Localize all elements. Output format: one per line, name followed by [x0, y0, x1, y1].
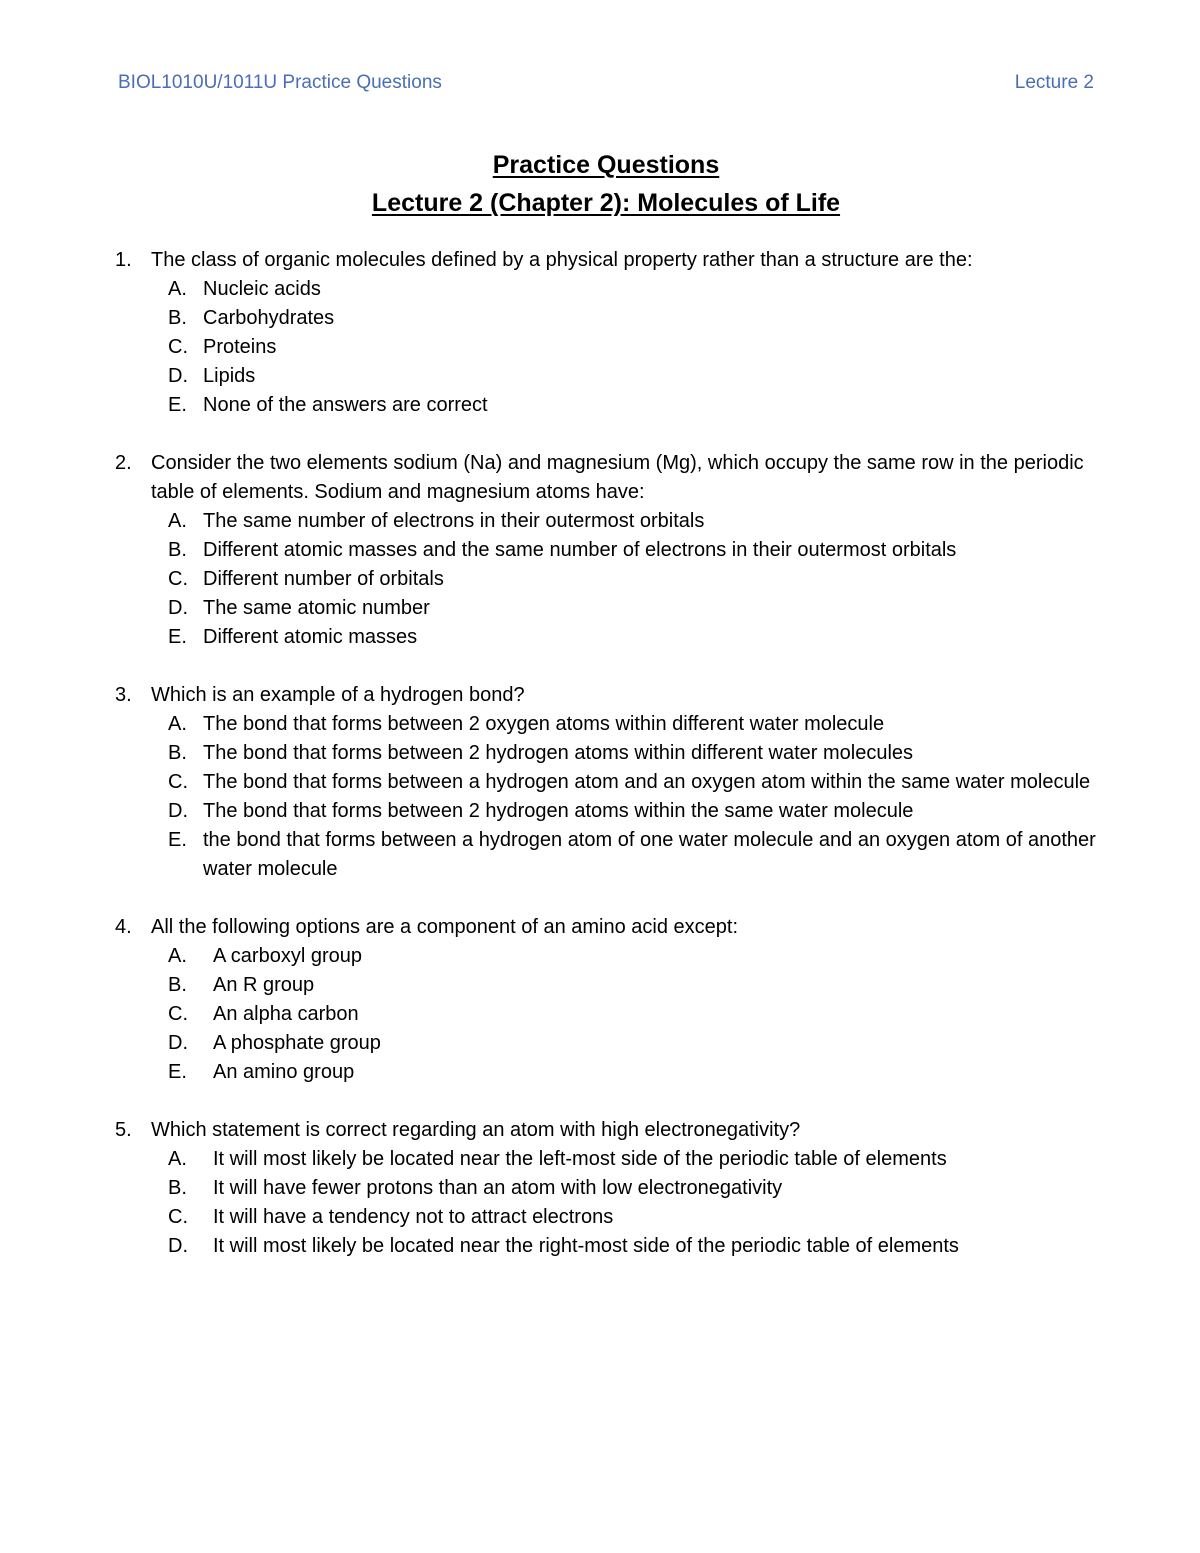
option-letter: B. [168, 1177, 187, 1199]
question-number: 2. [115, 452, 132, 474]
option-a [110, 1145, 1100, 1174]
question-text: All the following options are a component of an amino acid except: [151, 916, 739, 938]
question-stem [110, 449, 1100, 507]
option-list [110, 1145, 1100, 1261]
question-number: 5. [115, 1119, 132, 1141]
option-text: It will most likely be located near the right-most side of the periodic table of elements [213, 1235, 959, 1257]
option-c [110, 1000, 1100, 1029]
option-b [110, 536, 1100, 565]
question-1 [110, 246, 1100, 420]
option-text: Carbohydrates [203, 307, 335, 329]
option-letter: A. [168, 510, 187, 532]
option-letter: C. [168, 1003, 188, 1025]
option-letter: A. [168, 945, 187, 967]
option-c [110, 1203, 1100, 1232]
question-2 [110, 449, 1100, 652]
question-text: Which statement is correct regarding an atom with high electronegativity? [151, 1119, 801, 1141]
option-text: The same atomic number [203, 597, 430, 619]
option-letter: C. [168, 771, 188, 793]
option-a [110, 710, 1100, 739]
option-text: An R group [213, 974, 315, 996]
page-subtitle: Lecture 2 (Chapter 2): Molecules of Life [371, 189, 841, 217]
option-text: A phosphate group [213, 1032, 381, 1054]
option-text: Lipids [203, 365, 256, 387]
option-e [110, 623, 1100, 652]
option-text: The bond that forms between 2 hydrogen atoms within the same water molecule [203, 800, 914, 822]
option-c [110, 333, 1100, 362]
option-list [110, 275, 1100, 420]
option-e [110, 826, 1100, 884]
option-list [110, 942, 1100, 1087]
question-4 [110, 913, 1100, 1087]
option-letter: C. [168, 568, 188, 590]
question-number: 1. [115, 249, 132, 271]
title-block [0, 146, 1200, 222]
option-text: Different atomic masses [203, 626, 418, 648]
option-text: It will have a tendency not to attract electrons [213, 1206, 614, 1228]
option-a [110, 507, 1100, 536]
option-letter: E. [168, 626, 187, 648]
question-5 [110, 1116, 1100, 1261]
option-letter: D. [168, 597, 188, 619]
option-text: Proteins [203, 336, 277, 358]
question-text: Which is an example of a hydrogen bond? [151, 684, 525, 706]
option-text: Nucleic acids [203, 278, 321, 300]
question-list [110, 246, 1100, 1290]
page-title: Practice Questions [492, 151, 720, 179]
option-letter: D. [168, 800, 188, 822]
option-text: It will most likely be located near the left-most side of the periodic table of elements [213, 1148, 947, 1170]
option-a [110, 275, 1100, 304]
course-code: BIOL1010U/1011U Practice Questions [118, 72, 442, 93]
option-letter: B. [168, 974, 187, 996]
option-letter: E. [168, 829, 187, 851]
option-text: Different number of orbitals [203, 568, 444, 590]
option-letter: A. [168, 278, 187, 300]
option-text: An alpha carbon [213, 1003, 359, 1025]
option-letter: E. [168, 394, 187, 416]
option-b [110, 304, 1100, 333]
option-text: The same number of electrons in their outermost orbitals [203, 510, 705, 532]
option-b [110, 971, 1100, 1000]
option-text: the bond that forms between a hydrogen atom of one water molecule and an oxygen atom of another water molecule [203, 829, 1096, 880]
option-c [110, 768, 1100, 797]
option-text: The bond that forms between 2 oxygen atoms within different water molecule [203, 713, 885, 735]
question-stem [110, 913, 1100, 942]
option-c [110, 565, 1100, 594]
option-text: The bond that forms between a hydrogen atom and an oxygen atom within the same water molecule [203, 771, 1091, 793]
option-letter: E. [168, 1061, 187, 1083]
option-letter: D. [168, 1032, 188, 1054]
option-letter: B. [168, 307, 187, 329]
question-text: Consider the two elements sodium (Na) and magnesium (Mg), which occupy the same row in the periodic table of elements. Sodium and magnesium atoms have: [151, 452, 1084, 503]
question-text: The class of organic molecules defined by a physical property rather than a structure are the: [151, 249, 973, 271]
option-text: None of the answers are correct [203, 394, 488, 416]
option-d [110, 797, 1100, 826]
option-e [110, 1058, 1100, 1087]
option-d [110, 1232, 1100, 1261]
option-d [110, 1029, 1100, 1058]
page-header [118, 72, 1094, 94]
lecture-label: Lecture 2 [1014, 72, 1094, 93]
option-b [110, 1174, 1100, 1203]
option-letter: B. [168, 742, 187, 764]
question-number: 4. [115, 916, 132, 938]
question-3 [110, 681, 1100, 884]
option-text: The bond that forms between 2 hydrogen atoms within different water molecules [203, 742, 914, 764]
option-text: It will have fewer protons than an atom with low electronegativity [213, 1177, 783, 1199]
option-e [110, 391, 1100, 420]
option-letter: A. [168, 1148, 187, 1170]
question-stem [110, 681, 1100, 710]
option-d [110, 362, 1100, 391]
question-stem [110, 246, 1100, 275]
option-d [110, 594, 1100, 623]
option-a [110, 942, 1100, 971]
option-list [110, 507, 1100, 652]
option-text: Different atomic masses and the same number of electrons in their outermost orbitals [203, 539, 957, 561]
option-text: A carboxyl group [213, 945, 362, 967]
option-letter: D. [168, 365, 188, 387]
option-letter: D. [168, 1235, 188, 1257]
option-letter: C. [168, 1206, 188, 1228]
question-stem [110, 1116, 1100, 1145]
option-text: An amino group [213, 1061, 355, 1083]
option-list [110, 710, 1100, 884]
option-letter: C. [168, 336, 188, 358]
question-number: 3. [115, 684, 132, 706]
option-letter: A. [168, 713, 187, 735]
option-b [110, 739, 1100, 768]
option-letter: B. [168, 539, 187, 561]
